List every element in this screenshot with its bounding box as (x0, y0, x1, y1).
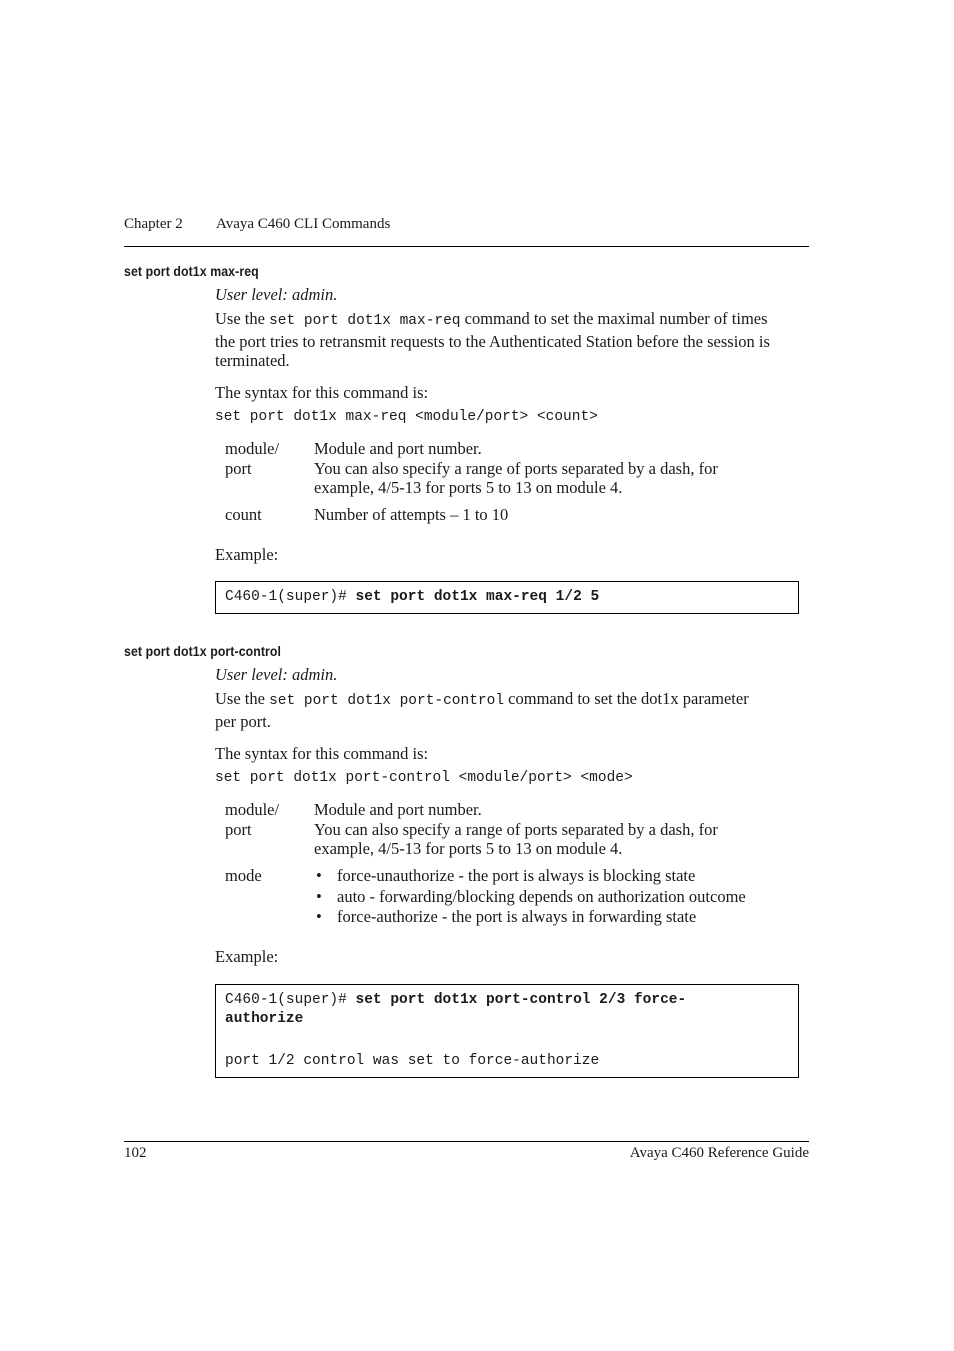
footer-rule (124, 1141, 809, 1142)
header-title: Avaya C460 CLI Commands (216, 216, 391, 232)
section-heading: set port dot1x max-req (124, 263, 259, 279)
param-term: mode (225, 866, 262, 885)
cli-command: set port dot1x max-req 1/2 5 (355, 589, 600, 605)
cli-prompt: C460-1(super)# (225, 589, 356, 605)
cli-command: set port dot1x port-control 2/3 force- (355, 992, 687, 1008)
example-code-box (215, 984, 799, 1078)
example-label: Example: (215, 545, 279, 564)
mode-bullet-list (314, 866, 794, 928)
header-rule (124, 246, 809, 247)
cli-command-continued: authorize (225, 1011, 304, 1027)
syntax-label: The syntax for this command is: (215, 744, 429, 763)
user-level: User level: admin. (215, 285, 338, 304)
syntax-line: set port dot1x max-req <module/port> <count> (215, 409, 598, 425)
section-heading: set port dot1x port-control (124, 643, 282, 659)
param-term: module/ port (225, 439, 280, 478)
inline-code: set port dot1x max-req (269, 313, 461, 329)
param-description: Module and port number. You can also specify a range of ports separated by a dash, for example, 4/5-13 for ports 5 to 13 on module 4. (314, 800, 718, 858)
intro-paragraph: Use the set port dot1x port-control command to set the dot1x parameter per port. (215, 689, 749, 731)
intro-paragraph: Use the set port dot1x max-req command to set the maximal number of times the port tries to retransmit requests to the Authenticated Station before the session is terminated. (215, 309, 770, 370)
inline-code: set port dot1x port-control (269, 693, 505, 709)
list-item: • force-unauthorize - the port is always is blocking state (314, 866, 794, 887)
syntax-label: The syntax for this command is: (215, 383, 429, 402)
param-description: Module and port number. You can also specify a range of ports separated by a dash, for example, 4/5-13 for ports 5 to 13 on module 4. (314, 439, 718, 497)
param-term: module/ port (225, 800, 280, 839)
example-label: Example: (215, 947, 279, 966)
param-term: count (225, 505, 262, 524)
param-description: Number of attempts – 1 to 10 (314, 505, 509, 524)
list-item: • force-authorize - the port is always in forwarding state (314, 907, 794, 928)
list-item: • auto - forwarding/blocking depends on authorization outcome (314, 887, 794, 908)
page-number: 102 (124, 1145, 147, 1161)
cli-output: port 1/2 control was set to force-authorize (225, 1053, 600, 1069)
example-code-box (215, 581, 799, 614)
user-level: User level: admin. (215, 665, 338, 684)
syntax-line: set port dot1x port-control <module/port> <mode> (215, 770, 633, 786)
header-chapter: Chapter 2 (124, 216, 183, 232)
cli-prompt: C460-1(super)# (225, 992, 356, 1008)
footer-title: Avaya C460 Reference Guide (629, 1145, 809, 1161)
